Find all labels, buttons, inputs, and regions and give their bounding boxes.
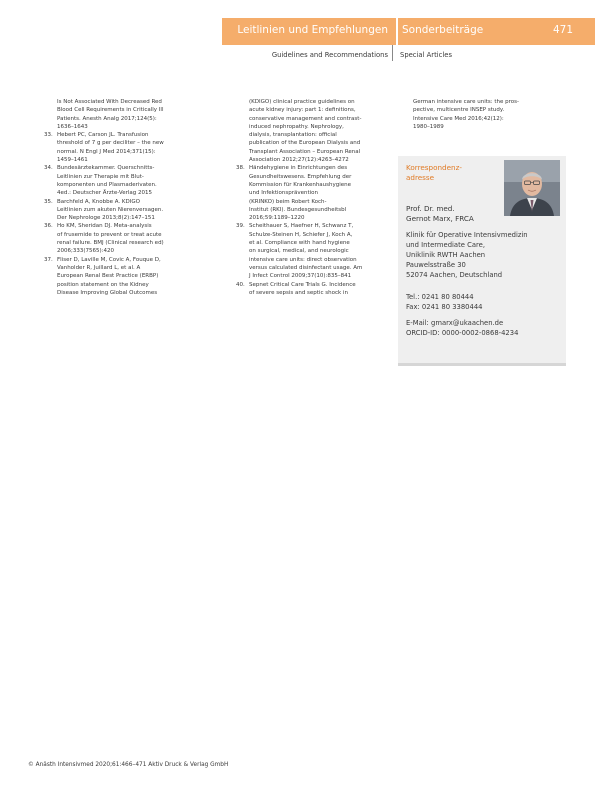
reference-line: (KRINKO) beim Robert Koch- <box>249 198 327 205</box>
reference-line: 2016;59:1189–1220 <box>249 215 305 222</box>
reference-continuation-line: induced nephropathy. Nephrology, <box>249 123 344 130</box>
author-name-line: Gernot Marx, FRCA <box>406 214 474 223</box>
reference-continuation-line: Blood Cell Requirements in Critically Ill <box>57 107 164 114</box>
reference-line: intensive care units: direct observation <box>249 256 357 263</box>
reference-item <box>44 164 214 197</box>
reference-continuation-line: pective, multicentre INSEP study. <box>413 107 505 114</box>
reference-continuation-line: Is Not Associated With Decreased Red <box>57 99 162 105</box>
reference-continuation-line: Transplant Association – European Renal <box>249 148 361 155</box>
reference-text <box>57 164 214 197</box>
reference-item <box>236 281 382 298</box>
reference-item <box>236 222 382 280</box>
reference-number: 34. <box>44 165 53 172</box>
correspondence-box <box>398 156 566 366</box>
reference-text <box>249 164 382 222</box>
reference-line: on surgical, medical, and neurologic <box>249 248 349 255</box>
reference-line: J Infect Control 2009;37(10):835–841 <box>249 273 352 280</box>
reference-number: 38. <box>236 165 245 172</box>
reference-number: 40. <box>236 281 245 288</box>
portrait-photo-icon <box>504 160 560 216</box>
reference-continuation-line: Patients. Anesth Analg 2017;124(5): <box>57 115 157 122</box>
reference-line: of severe sepsis and septic shock in <box>249 289 348 296</box>
header-bar <box>222 18 595 45</box>
reference-line: European Renal Best Practice (ERBP) <box>57 273 159 280</box>
author-name-line: Prof. Dr. med. <box>406 204 455 213</box>
author-address-line: Uniklinik RWTH Aachen <box>406 251 486 259</box>
reference-line: Fliser D, Laville M, Covic A, Fouque D, <box>57 256 161 263</box>
reference-line: 2006;333(7565):420 <box>57 248 114 255</box>
header-section-left: Leitlinien und Empfehlungen <box>237 24 388 36</box>
reference-line: versus calculated disinfectant usage. Am <box>249 264 363 271</box>
reference-line: Gesundheitswesens. Empfehlung der <box>249 173 352 180</box>
reference-item <box>44 222 214 255</box>
reference-number: 36. <box>44 223 53 230</box>
reference-line: Leitlinien zum akuten Nierenversagen. <box>57 206 164 213</box>
references-column-1 <box>44 98 214 297</box>
reference-number: 39. <box>236 223 245 230</box>
reference-continuation-line: (KDIGO) clinical practice guidelines on <box>249 99 355 105</box>
page-number: 471 <box>552 24 573 36</box>
reference-line: Kommission für Krankenhaushygiene <box>249 181 352 188</box>
reference-item <box>44 256 214 297</box>
author-phone-line: Tel.: 0241 80 80444 <box>406 293 474 301</box>
reference-continuation-line: acute kidney injury: part 1: definitions, <box>249 107 356 114</box>
author-email-line: E-Mail: gmarx@ukaachen.de <box>406 319 504 327</box>
author-phone-line: Fax: 0241 80 3380444 <box>406 303 483 311</box>
reference-text <box>57 198 214 223</box>
reference-line: 4ed.: Deutscher Ärzte-Verlag 2015 <box>57 190 152 197</box>
reference-item <box>236 164 382 222</box>
reference-continuation-line: dialysis, transplantation: official <box>249 132 337 139</box>
reference-line: Scheithauer S, Haefner H, Schwanz T, <box>249 223 354 230</box>
author-email-line: ORCID-ID: 0000-0002-0868-4234 <box>406 329 519 337</box>
reference-text <box>249 222 382 280</box>
reference-line: Barchfeld A, Knobbe A. KDIGO <box>57 198 140 205</box>
correspondence-heading <box>406 163 486 183</box>
reference-line: renal failure. BMJ (Clinical research ed) <box>57 240 164 247</box>
author-email <box>406 318 518 338</box>
reference-continuation-line: 1980–1989 <box>413 123 444 130</box>
reference-line: Disease Improving Global Outcomes <box>57 289 158 296</box>
author-phone <box>406 292 482 312</box>
reference-continuation-line: conservative management and contrast- <box>249 115 362 122</box>
subheader-divider <box>392 45 393 61</box>
references-column-3 <box>400 98 558 131</box>
reference-line: Leitlinien zur Therapie mit Blut- <box>57 173 144 180</box>
reference-number: 33. <box>44 132 53 139</box>
author-address-line: Pauwelsstraße 30 <box>406 261 466 269</box>
reference-item <box>44 198 214 223</box>
reference-text <box>57 222 214 255</box>
reference-continuation-line: publication of the European Dialysis and <box>249 140 361 147</box>
reference-line: Händehygiene in Einrichtungen des <box>249 165 348 172</box>
header-divider <box>396 18 398 45</box>
reference-line: und Infektionsprävention <box>249 190 319 197</box>
reference-line: Vanholder R, Juillard L, et al. A <box>57 264 141 271</box>
reference-line: et al. Compliance with hand hygiene <box>249 240 350 247</box>
reference-number: 35. <box>44 198 53 205</box>
correspondence-heading-line: Korrespondenz- <box>406 163 462 172</box>
author-address <box>406 230 528 280</box>
reference-item <box>44 131 214 164</box>
reference-line: normal. N Engl J Med 2014;371(15): <box>57 148 156 155</box>
references-column-2 <box>236 98 382 297</box>
correspondence-heading-line: adresse <box>406 173 435 182</box>
author-name <box>406 204 474 224</box>
reference-continuation-line: Association 2012;27(12):4263–4272 <box>249 157 349 164</box>
reference-line: Institut (RKI). Bundesgesundheitsbl <box>249 206 347 213</box>
reference-number: 37. <box>44 256 53 263</box>
reference-line: Bundesärztekammer. Querschnitts- <box>57 165 155 172</box>
reference-line: Der Nephrologe 2013;8(2):147–151 <box>57 215 155 222</box>
reference-line: position statement on the Kidney <box>57 281 149 288</box>
reference-text <box>57 256 214 297</box>
subheader-left: Guidelines and Recommendations <box>271 51 388 59</box>
reference-continuation-line: Intensive Care Med 2016;42(12): <box>413 115 504 122</box>
reference-line: of frusemide to prevent or treat acute <box>57 231 162 238</box>
reference-line: Schulze-Steinen H, Schiefer J, Koch A, <box>249 231 353 238</box>
header-section-right: Sonderbeiträge <box>402 24 484 36</box>
reference-line: Hebert PC, Carson JL. Transfusion <box>57 132 149 139</box>
reference-line: 1459–1461 <box>57 157 88 164</box>
author-address-line: 52074 Aachen, Deutschland <box>406 271 503 279</box>
reference-line: komponenten und Plasmaderivaten. <box>57 181 157 188</box>
reference-line: Sepnet Critical Care Trials G. Incidence <box>249 281 356 288</box>
reference-text <box>57 131 214 164</box>
author-address-line: und Intermediate Care, <box>406 241 486 249</box>
reference-line: Ho KM, Sheridan DJ. Meta-analysis <box>57 223 152 230</box>
reference-continuation-line: 1636–1643 <box>57 123 88 130</box>
footer-citation: © Anästh Intensivmed 2020;61:466–471 Aktiv Druck & Verlag GmbH <box>28 762 229 768</box>
reference-text <box>249 281 382 298</box>
subheader-right: Special Articles <box>400 51 452 59</box>
author-address-line: Klinik für Operative Intensivmedizin <box>406 231 528 239</box>
reference-continuation-line: German intensive care units: the pros- <box>413 99 520 105</box>
reference-line: threshold of 7 g per deciliter – the new <box>57 140 164 147</box>
